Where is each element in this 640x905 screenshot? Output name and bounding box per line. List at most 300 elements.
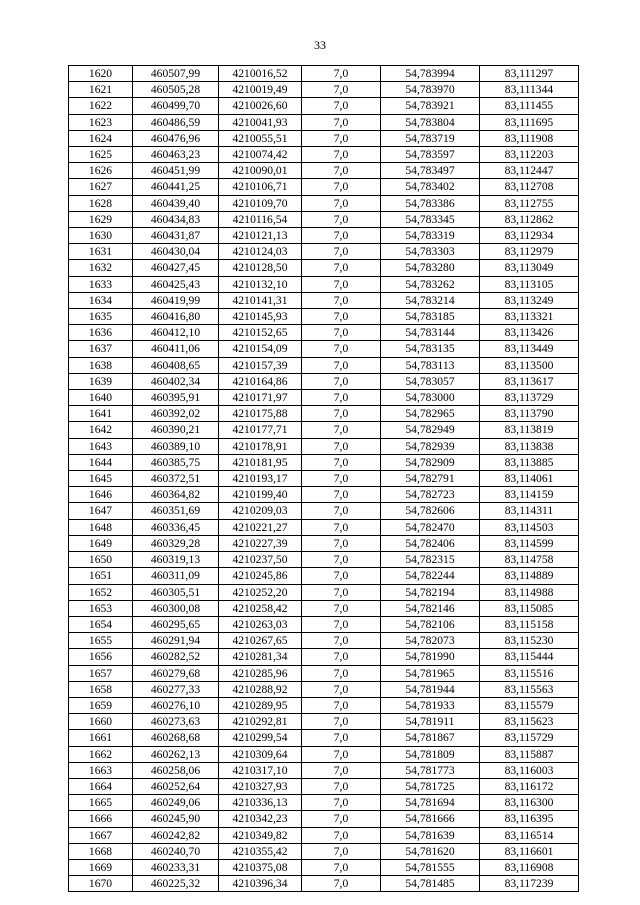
longitude-cell: 83,113885	[480, 454, 579, 470]
longitude-cell: 83,111455	[480, 98, 579, 114]
value-cell: 7,0	[302, 584, 381, 600]
point-number-cell: 1659	[69, 697, 133, 713]
y-coordinate-cell: 4210152,65	[219, 325, 302, 341]
y-coordinate-cell: 4210317,10	[219, 762, 302, 778]
longitude-cell: 83,113049	[480, 260, 579, 276]
point-number-cell: 1644	[69, 454, 133, 470]
longitude-cell: 83,113790	[480, 406, 579, 422]
table-row	[69, 163, 579, 179]
longitude-cell: 83,116908	[480, 859, 579, 875]
longitude-cell: 83,115563	[480, 681, 579, 697]
longitude-cell: 83,111695	[480, 114, 579, 130]
y-coordinate-cell: 4210193,17	[219, 471, 302, 487]
latitude-cell: 54,782073	[381, 633, 480, 649]
latitude-cell: 54,783144	[381, 325, 480, 341]
y-coordinate-cell: 4210281,34	[219, 649, 302, 665]
value-cell: 7,0	[302, 811, 381, 827]
page-number: 33	[314, 38, 326, 52]
value-cell: 7,0	[302, 260, 381, 276]
y-coordinate-cell: 4210178,91	[219, 438, 302, 454]
point-number-cell: 1620	[69, 66, 133, 82]
x-coordinate-cell: 460419,99	[133, 292, 219, 308]
x-coordinate-cell: 460395,91	[133, 390, 219, 406]
longitude-cell: 83,115230	[480, 633, 579, 649]
point-number-cell: 1649	[69, 535, 133, 551]
value-cell: 7,0	[302, 633, 381, 649]
y-coordinate-cell: 4210074,42	[219, 147, 302, 163]
value-cell: 7,0	[302, 373, 381, 389]
point-number-cell: 1635	[69, 309, 133, 325]
x-coordinate-cell: 460441,25	[133, 179, 219, 195]
value-cell: 7,0	[302, 130, 381, 146]
longitude-cell: 83,111908	[480, 130, 579, 146]
value-cell: 7,0	[302, 876, 381, 892]
latitude-cell: 54,783214	[381, 292, 480, 308]
table-row	[69, 260, 579, 276]
value-cell: 7,0	[302, 746, 381, 762]
x-coordinate-cell: 460392,02	[133, 406, 219, 422]
y-coordinate-cell: 4210327,93	[219, 778, 302, 794]
point-number-cell: 1627	[69, 179, 133, 195]
point-number-cell: 1637	[69, 341, 133, 357]
table-row	[69, 697, 579, 713]
latitude-cell: 54,781694	[381, 795, 480, 811]
table-row	[69, 616, 579, 632]
latitude-cell: 54,781933	[381, 697, 480, 713]
point-number-cell: 1664	[69, 778, 133, 794]
value-cell: 7,0	[302, 843, 381, 859]
x-coordinate-cell: 460408,65	[133, 357, 219, 373]
point-number-cell: 1658	[69, 681, 133, 697]
point-number-cell: 1653	[69, 600, 133, 616]
table-row	[69, 778, 579, 794]
table-row	[69, 762, 579, 778]
point-number-cell: 1629	[69, 211, 133, 227]
table-row	[69, 66, 579, 82]
value-cell: 7,0	[302, 730, 381, 746]
table-row	[69, 309, 579, 325]
x-coordinate-cell: 460476,96	[133, 130, 219, 146]
value-cell: 7,0	[302, 341, 381, 357]
y-coordinate-cell: 4210181,95	[219, 454, 302, 470]
longitude-cell: 83,111297	[480, 66, 579, 82]
x-coordinate-cell: 460249,06	[133, 795, 219, 811]
value-cell: 7,0	[302, 778, 381, 794]
x-coordinate-cell: 460372,51	[133, 471, 219, 487]
table-row	[69, 292, 579, 308]
latitude-cell: 54,781725	[381, 778, 480, 794]
longitude-cell: 83,114311	[480, 503, 579, 519]
longitude-cell: 83,116395	[480, 811, 579, 827]
value-cell: 7,0	[302, 697, 381, 713]
y-coordinate-cell: 4210285,96	[219, 665, 302, 681]
longitude-cell: 83,115085	[480, 600, 579, 616]
value-cell: 7,0	[302, 325, 381, 341]
x-coordinate-cell: 460245,90	[133, 811, 219, 827]
x-coordinate-cell: 460430,04	[133, 244, 219, 260]
point-number-cell: 1647	[69, 503, 133, 519]
longitude-cell: 83,114061	[480, 471, 579, 487]
x-coordinate-cell: 460402,34	[133, 373, 219, 389]
latitude-cell: 54,781620	[381, 843, 480, 859]
table-row	[69, 795, 579, 811]
point-number-cell: 1622	[69, 98, 133, 114]
x-coordinate-cell: 460336,45	[133, 519, 219, 535]
point-number-cell: 1655	[69, 633, 133, 649]
x-coordinate-cell: 460273,63	[133, 714, 219, 730]
point-number-cell: 1632	[69, 260, 133, 276]
value-cell: 7,0	[302, 276, 381, 292]
y-coordinate-cell: 4210245,86	[219, 568, 302, 584]
value-cell: 7,0	[302, 438, 381, 454]
value-cell: 7,0	[302, 827, 381, 843]
value-cell: 7,0	[302, 292, 381, 308]
point-number-cell: 1660	[69, 714, 133, 730]
latitude-cell: 54,783597	[381, 147, 480, 163]
table-row	[69, 195, 579, 211]
table-row	[69, 82, 579, 98]
value-cell: 7,0	[302, 859, 381, 875]
longitude-cell: 83,113449	[480, 341, 579, 357]
table-row	[69, 211, 579, 227]
point-number-cell: 1626	[69, 163, 133, 179]
y-coordinate-cell: 4210109,70	[219, 195, 302, 211]
point-number-cell: 1634	[69, 292, 133, 308]
table-row	[69, 730, 579, 746]
x-coordinate-cell: 460300,08	[133, 600, 219, 616]
point-number-cell: 1624	[69, 130, 133, 146]
value-cell: 7,0	[302, 82, 381, 98]
value-cell: 7,0	[302, 552, 381, 568]
longitude-cell: 83,113617	[480, 373, 579, 389]
longitude-cell: 83,115158	[480, 616, 579, 632]
y-coordinate-cell: 4210157,39	[219, 357, 302, 373]
latitude-cell: 54,781555	[381, 859, 480, 875]
value-cell: 7,0	[302, 471, 381, 487]
y-coordinate-cell: 4210299,54	[219, 730, 302, 746]
y-coordinate-cell: 4210227,39	[219, 535, 302, 551]
y-coordinate-cell: 4210128,50	[219, 260, 302, 276]
y-coordinate-cell: 4210019,49	[219, 82, 302, 98]
coordinates-table-body	[69, 66, 579, 892]
x-coordinate-cell: 460434,83	[133, 211, 219, 227]
longitude-cell: 83,114503	[480, 519, 579, 535]
y-coordinate-cell: 4210309,64	[219, 746, 302, 762]
point-number-cell: 1640	[69, 390, 133, 406]
latitude-cell: 54,783057	[381, 373, 480, 389]
y-coordinate-cell: 4210124,03	[219, 244, 302, 260]
value-cell: 7,0	[302, 568, 381, 584]
x-coordinate-cell: 460329,28	[133, 535, 219, 551]
latitude-cell: 54,781911	[381, 714, 480, 730]
latitude-cell: 54,782909	[381, 454, 480, 470]
coordinates-table	[68, 65, 579, 892]
y-coordinate-cell: 4210221,27	[219, 519, 302, 535]
latitude-cell: 54,781773	[381, 762, 480, 778]
table-row	[69, 535, 579, 551]
x-coordinate-cell: 460505,28	[133, 82, 219, 98]
longitude-cell: 83,116172	[480, 778, 579, 794]
longitude-cell: 83,117239	[480, 876, 579, 892]
y-coordinate-cell: 4210342,23	[219, 811, 302, 827]
point-number-cell: 1652	[69, 584, 133, 600]
x-coordinate-cell: 460439,40	[133, 195, 219, 211]
value-cell: 7,0	[302, 244, 381, 260]
latitude-cell: 54,782146	[381, 600, 480, 616]
latitude-cell: 54,782965	[381, 406, 480, 422]
x-coordinate-cell: 460295,65	[133, 616, 219, 632]
longitude-cell: 83,116601	[480, 843, 579, 859]
table-row	[69, 568, 579, 584]
x-coordinate-cell: 460252,64	[133, 778, 219, 794]
point-number-cell: 1628	[69, 195, 133, 211]
table-row	[69, 665, 579, 681]
longitude-cell: 83,114758	[480, 552, 579, 568]
y-coordinate-cell: 4210258,42	[219, 600, 302, 616]
y-coordinate-cell: 4210292,81	[219, 714, 302, 730]
latitude-cell: 54,782244	[381, 568, 480, 584]
latitude-cell: 54,783804	[381, 114, 480, 130]
longitude-cell: 83,114159	[480, 487, 579, 503]
table-row	[69, 876, 579, 892]
table-row	[69, 552, 579, 568]
table-row	[69, 584, 579, 600]
latitude-cell: 54,783970	[381, 82, 480, 98]
latitude-cell: 54,783280	[381, 260, 480, 276]
x-coordinate-cell: 460276,10	[133, 697, 219, 713]
point-number-cell: 1625	[69, 147, 133, 163]
latitude-cell: 54,783402	[381, 179, 480, 195]
latitude-cell: 54,782406	[381, 535, 480, 551]
latitude-cell: 54,783386	[381, 195, 480, 211]
table-row	[69, 633, 579, 649]
table-row	[69, 438, 579, 454]
table-row	[69, 179, 579, 195]
latitude-cell: 54,781944	[381, 681, 480, 697]
y-coordinate-cell: 4210199,40	[219, 487, 302, 503]
latitude-cell: 54,782106	[381, 616, 480, 632]
value-cell: 7,0	[302, 179, 381, 195]
latitude-cell: 54,781965	[381, 665, 480, 681]
y-coordinate-cell: 4210090,01	[219, 163, 302, 179]
x-coordinate-cell: 460412,10	[133, 325, 219, 341]
x-coordinate-cell: 460282,52	[133, 649, 219, 665]
value-cell: 7,0	[302, 147, 381, 163]
x-coordinate-cell: 460351,69	[133, 503, 219, 519]
point-number-cell: 1631	[69, 244, 133, 260]
longitude-cell: 83,113321	[480, 309, 579, 325]
point-number-cell: 1669	[69, 859, 133, 875]
table-row	[69, 98, 579, 114]
latitude-cell: 54,781867	[381, 730, 480, 746]
y-coordinate-cell: 4210209,03	[219, 503, 302, 519]
y-coordinate-cell: 4210116,54	[219, 211, 302, 227]
table-row	[69, 422, 579, 438]
value-cell: 7,0	[302, 503, 381, 519]
x-coordinate-cell: 460416,80	[133, 309, 219, 325]
longitude-cell: 83,115444	[480, 649, 579, 665]
table-row	[69, 843, 579, 859]
point-number-cell: 1621	[69, 82, 133, 98]
x-coordinate-cell: 460431,87	[133, 228, 219, 244]
point-number-cell: 1633	[69, 276, 133, 292]
latitude-cell: 54,782194	[381, 584, 480, 600]
longitude-cell: 83,114988	[480, 584, 579, 600]
y-coordinate-cell: 4210132,10	[219, 276, 302, 292]
longitude-cell: 83,113838	[480, 438, 579, 454]
latitude-cell: 54,782791	[381, 471, 480, 487]
y-coordinate-cell: 4210349,82	[219, 827, 302, 843]
value-cell: 7,0	[302, 714, 381, 730]
value-cell: 7,0	[302, 309, 381, 325]
value-cell: 7,0	[302, 390, 381, 406]
y-coordinate-cell: 4210375,08	[219, 859, 302, 875]
x-coordinate-cell: 460291,94	[133, 633, 219, 649]
x-coordinate-cell: 460311,09	[133, 568, 219, 584]
point-number-cell: 1642	[69, 422, 133, 438]
latitude-cell: 54,781809	[381, 746, 480, 762]
point-number-cell: 1650	[69, 552, 133, 568]
x-coordinate-cell: 460507,99	[133, 66, 219, 82]
value-cell: 7,0	[302, 406, 381, 422]
point-number-cell: 1646	[69, 487, 133, 503]
y-coordinate-cell: 4210396,34	[219, 876, 302, 892]
longitude-cell: 83,112862	[480, 211, 579, 227]
table-row	[69, 600, 579, 616]
point-number-cell: 1666	[69, 811, 133, 827]
point-number-cell: 1643	[69, 438, 133, 454]
x-coordinate-cell: 460319,13	[133, 552, 219, 568]
value-cell: 7,0	[302, 795, 381, 811]
longitude-cell: 83,115579	[480, 697, 579, 713]
latitude-cell: 54,783135	[381, 341, 480, 357]
point-number-cell: 1657	[69, 665, 133, 681]
x-coordinate-cell: 460463,23	[133, 147, 219, 163]
x-coordinate-cell: 460385,75	[133, 454, 219, 470]
y-coordinate-cell: 4210154,09	[219, 341, 302, 357]
latitude-cell: 54,781666	[381, 811, 480, 827]
y-coordinate-cell: 4210175,88	[219, 406, 302, 422]
x-coordinate-cell: 460425,43	[133, 276, 219, 292]
longitude-cell: 83,112203	[480, 147, 579, 163]
latitude-cell: 54,783719	[381, 130, 480, 146]
latitude-cell: 54,782315	[381, 552, 480, 568]
longitude-cell: 83,116514	[480, 827, 579, 843]
longitude-cell: 83,113426	[480, 325, 579, 341]
y-coordinate-cell: 4210237,50	[219, 552, 302, 568]
y-coordinate-cell: 4210177,71	[219, 422, 302, 438]
longitude-cell: 83,115516	[480, 665, 579, 681]
latitude-cell: 54,781639	[381, 827, 480, 843]
point-number-cell: 1667	[69, 827, 133, 843]
x-coordinate-cell: 460225,32	[133, 876, 219, 892]
table-row	[69, 487, 579, 503]
table-row	[69, 503, 579, 519]
x-coordinate-cell: 460427,45	[133, 260, 219, 276]
x-coordinate-cell: 460451,99	[133, 163, 219, 179]
value-cell: 7,0	[302, 762, 381, 778]
longitude-cell: 83,115623	[480, 714, 579, 730]
point-number-cell: 1648	[69, 519, 133, 535]
table-row	[69, 519, 579, 535]
point-number-cell: 1639	[69, 373, 133, 389]
point-number-cell: 1630	[69, 228, 133, 244]
table-row	[69, 147, 579, 163]
y-coordinate-cell: 4210252,20	[219, 584, 302, 600]
value-cell: 7,0	[302, 195, 381, 211]
latitude-cell: 54,781990	[381, 649, 480, 665]
longitude-cell: 83,112447	[480, 163, 579, 179]
table-row	[69, 373, 579, 389]
value-cell: 7,0	[302, 228, 381, 244]
longitude-cell: 83,112708	[480, 179, 579, 195]
longitude-cell: 83,114599	[480, 535, 579, 551]
latitude-cell: 54,782949	[381, 422, 480, 438]
point-number-cell: 1662	[69, 746, 133, 762]
latitude-cell: 54,782723	[381, 487, 480, 503]
x-coordinate-cell: 460233,31	[133, 859, 219, 875]
y-coordinate-cell: 4210336,13	[219, 795, 302, 811]
y-coordinate-cell: 4210263,03	[219, 616, 302, 632]
table-row	[69, 406, 579, 422]
y-coordinate-cell: 4210016,52	[219, 66, 302, 82]
table-row	[69, 325, 579, 341]
latitude-cell: 54,783921	[381, 98, 480, 114]
x-coordinate-cell: 460364,82	[133, 487, 219, 503]
value-cell: 7,0	[302, 211, 381, 227]
table-row	[69, 714, 579, 730]
latitude-cell: 54,783319	[381, 228, 480, 244]
y-coordinate-cell: 4210055,51	[219, 130, 302, 146]
y-coordinate-cell: 4210121,13	[219, 228, 302, 244]
longitude-cell: 83,113819	[480, 422, 579, 438]
point-number-cell: 1623	[69, 114, 133, 130]
table-row	[69, 130, 579, 146]
x-coordinate-cell: 460277,33	[133, 681, 219, 697]
longitude-cell: 83,112755	[480, 195, 579, 211]
x-coordinate-cell: 460389,10	[133, 438, 219, 454]
value-cell: 7,0	[302, 66, 381, 82]
value-cell: 7,0	[302, 163, 381, 179]
longitude-cell: 83,116300	[480, 795, 579, 811]
y-coordinate-cell: 4210026,60	[219, 98, 302, 114]
value-cell: 7,0	[302, 98, 381, 114]
table-row	[69, 357, 579, 373]
table-row	[69, 454, 579, 470]
table-row	[69, 471, 579, 487]
latitude-cell: 54,783303	[381, 244, 480, 260]
longitude-cell: 83,114889	[480, 568, 579, 584]
table-row	[69, 276, 579, 292]
y-coordinate-cell: 4210267,65	[219, 633, 302, 649]
table-row	[69, 859, 579, 875]
x-coordinate-cell: 460390,21	[133, 422, 219, 438]
x-coordinate-cell: 460262,13	[133, 746, 219, 762]
y-coordinate-cell: 4210041,93	[219, 114, 302, 130]
longitude-cell: 83,113249	[480, 292, 579, 308]
x-coordinate-cell: 460268,68	[133, 730, 219, 746]
latitude-cell: 54,782939	[381, 438, 480, 454]
table-row	[69, 228, 579, 244]
longitude-cell: 83,113729	[480, 390, 579, 406]
value-cell: 7,0	[302, 519, 381, 535]
table-row	[69, 811, 579, 827]
value-cell: 7,0	[302, 422, 381, 438]
table-row	[69, 681, 579, 697]
point-number-cell: 1654	[69, 616, 133, 632]
table-row	[69, 341, 579, 357]
value-cell: 7,0	[302, 681, 381, 697]
